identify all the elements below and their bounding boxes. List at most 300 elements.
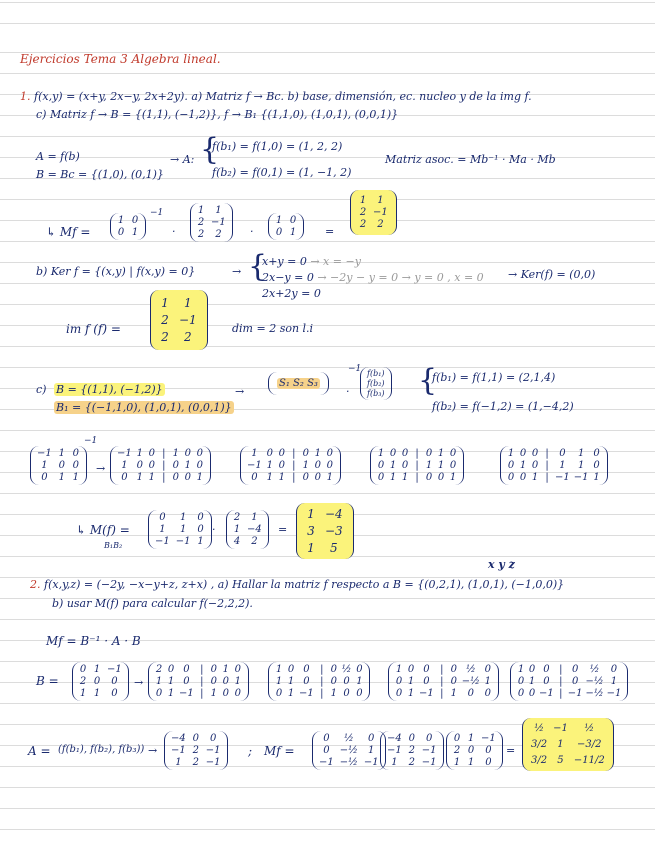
matrix-cell: 0 bbox=[275, 688, 283, 699]
gauss-ex1-4 bbox=[500, 446, 608, 485]
cell: 1 bbox=[41, 460, 48, 471]
matrix-cell: 1 bbox=[519, 460, 527, 471]
result-matrix-2 bbox=[522, 718, 614, 771]
matrix-cell: 0 bbox=[543, 676, 550, 687]
eq-text: 2x−y = 0 bbox=[262, 271, 314, 284]
cell: 1 bbox=[131, 227, 139, 238]
Mf-subscript: B₁B₂ bbox=[104, 541, 123, 550]
matrix-cell: 0 bbox=[450, 676, 457, 687]
matrix-cell: −1 bbox=[299, 688, 314, 699]
matrix-cell: 0 bbox=[79, 664, 87, 675]
basis-text: B₁ = {(−1,1,0), (1,0,1), (0,0,1)} bbox=[56, 401, 232, 414]
matrix-cell: −1 bbox=[387, 745, 402, 756]
matrix-cell: 0 bbox=[519, 448, 527, 459]
matrix-cell: 1 bbox=[278, 472, 285, 483]
basis-text: B = {(1,1), (−1,2)} bbox=[56, 383, 163, 396]
Mf-label-2: Mf = bbox=[264, 744, 295, 758]
matrix-cell: 0 bbox=[467, 745, 475, 756]
matrix-cell: 1 bbox=[507, 448, 515, 459]
B-definition: B = Bc = {(1,0), (0,1)} bbox=[36, 168, 164, 181]
matrix-cell: 0 bbox=[389, 448, 397, 459]
cell: 1 bbox=[359, 195, 367, 206]
matrix-cell: −1 bbox=[179, 688, 194, 699]
A-mult-matrix bbox=[380, 731, 444, 770]
matrix-cell: ½ bbox=[465, 664, 476, 675]
matrix-cell: 1 bbox=[234, 676, 241, 687]
matrix-cell: 5 bbox=[557, 755, 564, 766]
matrix-cell: 0 bbox=[528, 664, 536, 675]
matrix-cell: 1 bbox=[528, 676, 536, 687]
matrix-cell: 0 bbox=[314, 460, 321, 471]
result-c-matrix bbox=[296, 503, 354, 559]
cell: 2 bbox=[359, 207, 367, 218]
cell: 0 bbox=[289, 215, 297, 226]
matrix-cell: 0 bbox=[330, 664, 337, 675]
matrix-cell: 1 bbox=[453, 757, 461, 768]
dot-1: · bbox=[172, 225, 176, 238]
matrix-cell: 0 bbox=[278, 448, 285, 459]
matrix-cell: 1 bbox=[79, 688, 87, 699]
matrix-cell: 2 bbox=[251, 536, 258, 547]
matrix-cell: 0 bbox=[559, 448, 566, 459]
matrix-cell: | bbox=[440, 688, 444, 699]
matrix-cell: | bbox=[292, 472, 296, 483]
matrix-cell: 0 bbox=[93, 676, 101, 687]
matrix-cell: 1 bbox=[577, 448, 585, 459]
matrix-cell: −1 bbox=[107, 664, 122, 675]
matrix-cell: 1 bbox=[450, 688, 457, 699]
matrix-cell: −1 bbox=[555, 472, 570, 483]
matrix-cell: | bbox=[200, 676, 204, 687]
matrix-cell: 0 bbox=[368, 733, 375, 744]
matrix-cell: | bbox=[415, 448, 419, 459]
matrix-cell: 1 bbox=[610, 676, 618, 687]
matrix-cell: 1 bbox=[251, 512, 258, 523]
matrix-cell: 0 bbox=[234, 688, 241, 699]
matrix-cell: 0 bbox=[356, 664, 363, 675]
matrix-cell: 0 bbox=[302, 472, 309, 483]
matrix-cell: −1 bbox=[421, 757, 437, 768]
matrix-cell: 1 bbox=[167, 688, 175, 699]
matrix-cell: | bbox=[320, 676, 324, 687]
matrix-cell: 3 bbox=[307, 524, 315, 538]
matrix-cell: 1 bbox=[391, 757, 398, 768]
cell: f(b₁) bbox=[367, 369, 385, 378]
matrix-cell: 1 bbox=[136, 472, 143, 483]
inverse-b1-matrix bbox=[148, 510, 212, 549]
matrix-cell: −1 bbox=[606, 688, 622, 699]
matrix-cell: 0 bbox=[377, 460, 385, 471]
dot-c: · bbox=[346, 385, 350, 398]
matrix-cell: | bbox=[440, 676, 444, 687]
matrix-cell: −1 bbox=[363, 757, 379, 768]
matrix-cell: | bbox=[200, 688, 204, 699]
cell: 2 bbox=[215, 229, 222, 240]
matrix-cell: −1 bbox=[481, 733, 496, 744]
matrix-cell: 1 bbox=[559, 460, 566, 471]
matrix-cell: 0 bbox=[519, 472, 527, 483]
gauss-ex1-0 bbox=[30, 446, 87, 485]
matrix-cell: 0 bbox=[571, 664, 579, 675]
gauss-ex2-3 bbox=[388, 662, 499, 701]
matrix-cell: 0 bbox=[303, 664, 310, 675]
matrix-cell: 0 bbox=[517, 676, 525, 687]
system-eq-2 bbox=[262, 271, 484, 284]
matrix-cell: 0 bbox=[196, 460, 203, 471]
matrix-cell: 0 bbox=[425, 472, 433, 483]
matrix-cell: ½ bbox=[584, 723, 595, 734]
matrix-cell: 0 bbox=[251, 472, 258, 483]
cell: 1 bbox=[58, 448, 65, 459]
matrix-cell: −1 bbox=[419, 688, 434, 699]
matrix-cell: −11/2 bbox=[573, 755, 605, 766]
matrix-cell: 2 bbox=[233, 512, 241, 523]
matrix-cell: 1 bbox=[155, 676, 163, 687]
ker-definition: b) Ker f = {(x,y) | f(x,y) = 0} bbox=[36, 265, 196, 278]
matrix-cell: 0 bbox=[196, 448, 203, 459]
matrix-cell: 0 bbox=[148, 460, 155, 471]
matrix-cell: 1 bbox=[266, 460, 273, 471]
inverse-exponent: −1 bbox=[150, 208, 164, 218]
matrix-cell: 0 bbox=[302, 448, 309, 459]
matrix-cell: 0 bbox=[407, 664, 415, 675]
matrix-cell: −1 bbox=[175, 536, 191, 547]
matrix-cell: 0 bbox=[303, 676, 310, 687]
cell: 1 bbox=[197, 205, 205, 216]
matrix-cell: 1 bbox=[275, 664, 283, 675]
matrix-cell: 0 bbox=[395, 676, 403, 687]
equals-2: = bbox=[506, 744, 516, 757]
matrix-cell: 1 bbox=[407, 688, 415, 699]
matrix-cell: 1 bbox=[175, 757, 182, 768]
gauss-inverse-exponent: −1 bbox=[84, 436, 98, 446]
matrix-cell: −1 bbox=[539, 688, 554, 699]
gauss-ex2-1 bbox=[148, 662, 249, 701]
matrix-cell: ½ bbox=[534, 723, 544, 734]
matrix-cell: 1 bbox=[401, 472, 409, 483]
matrix-cell: | bbox=[162, 448, 166, 459]
matrix-cell: −1 bbox=[319, 757, 334, 768]
matrix-cell: | bbox=[415, 460, 419, 471]
matrix-cell: 1 bbox=[377, 448, 385, 459]
gauss-ex2-2 bbox=[268, 662, 370, 701]
s-vector-matrix bbox=[268, 372, 329, 395]
matrix-cell: −1 bbox=[205, 745, 221, 756]
cell: −1 bbox=[179, 313, 197, 327]
matrix-cell: ½ bbox=[341, 664, 352, 675]
matrix-cell: 1 bbox=[437, 448, 445, 459]
matrix-cell: 0 bbox=[449, 460, 457, 471]
matrix-cell: 0 bbox=[326, 460, 333, 471]
matrix-cell: 2 bbox=[408, 745, 415, 756]
matrix-cell: 1 bbox=[307, 541, 315, 555]
B-label-2: B = bbox=[36, 674, 59, 688]
matrix-cell: | bbox=[545, 448, 549, 459]
Mf-formula-2: Mf = B⁻¹ · A · B bbox=[46, 634, 141, 648]
matrix-cell: 1 bbox=[467, 733, 475, 744]
cell: 2 bbox=[161, 313, 169, 327]
matrix-cell: | bbox=[545, 472, 549, 483]
matrix-cell: −1 bbox=[117, 448, 132, 459]
ex2-statement-1 bbox=[30, 578, 564, 591]
matrix-cell: 0 bbox=[517, 688, 525, 699]
matrix-cell: 0 bbox=[326, 448, 333, 459]
matrix-cell: 1 bbox=[593, 472, 600, 483]
system-eq-1 bbox=[262, 255, 361, 268]
matrix-cell: 0 bbox=[571, 676, 579, 687]
matrix-cell: 0 bbox=[287, 664, 295, 675]
matrix-cell: 1 bbox=[389, 460, 397, 471]
matrix-cell: −1 bbox=[155, 536, 170, 547]
cell: 1 bbox=[117, 215, 125, 226]
matrix-cell: 1 bbox=[307, 507, 315, 521]
matrix-cell: 1 bbox=[179, 524, 187, 535]
matrix-cell: | bbox=[559, 664, 563, 675]
matrix-cell: 0 bbox=[192, 733, 199, 744]
cell: 2 bbox=[161, 330, 169, 344]
matrix-A bbox=[190, 203, 233, 242]
B-matrix-2 bbox=[72, 662, 129, 701]
semicolon: ; bbox=[248, 744, 253, 758]
fb1-line: f(b₁) = f(1,0) = (1, 2, 2) bbox=[212, 140, 343, 153]
matrix-cell: 1 bbox=[577, 460, 585, 471]
matrix-cell: 1 bbox=[172, 448, 179, 459]
matrix-cell: 0 bbox=[210, 676, 217, 687]
matrix-cell: 0 bbox=[111, 688, 118, 699]
matrix-cell: | bbox=[415, 472, 419, 483]
image-matrix bbox=[150, 290, 208, 350]
equals: = bbox=[325, 225, 335, 238]
ex2-statement-text: f(x,y,z) = (−2y, −x−y+z, z+x) , a) Hallar la matriz f respecto a B = {(0,2,1), (1,0,1), (−1,0,0)} bbox=[44, 578, 565, 591]
matrix-cell: 0 bbox=[197, 512, 204, 523]
matrix-cell: ½ bbox=[589, 664, 600, 675]
matrix-cell: 1 bbox=[302, 460, 309, 471]
matrix-cell: 5 bbox=[330, 541, 338, 555]
matrix-cell: 0 bbox=[467, 688, 474, 699]
matrix-cell: −1 bbox=[421, 745, 437, 756]
matrix-cell: 0 bbox=[528, 688, 536, 699]
matrix-cell: 0 bbox=[485, 757, 492, 768]
ex2-statement-2: b) usar M(f) para calcular f(−2,2,2). bbox=[52, 597, 253, 610]
cell: 1 bbox=[161, 296, 169, 310]
matrix-cell: 0 bbox=[314, 472, 321, 483]
matrix-cell: 1 bbox=[467, 757, 475, 768]
matrix-cell: 1 bbox=[326, 472, 333, 483]
cell: f(b₃) bbox=[367, 389, 385, 398]
dimension-note: dim = 2 son l.i bbox=[232, 322, 314, 335]
matrix-cell: 0 bbox=[197, 524, 204, 535]
matrix-cell: 0 bbox=[453, 733, 461, 744]
matrix-cell: 0 bbox=[183, 664, 190, 675]
equals-m: = bbox=[278, 523, 288, 536]
matrix-cell: 1 bbox=[266, 472, 273, 483]
cell: 2 bbox=[184, 330, 192, 344]
matrix-cell: 2 bbox=[453, 745, 461, 756]
gauss-ex1-1 bbox=[110, 446, 211, 485]
matrix-cell: −1 bbox=[247, 460, 262, 471]
matrix-cell: 0 bbox=[209, 733, 217, 744]
page-title: Ejercicios Tema 3 Algebra lineal. bbox=[20, 52, 221, 66]
matrix-cell: 0 bbox=[593, 448, 600, 459]
ex1-statement-1 bbox=[20, 90, 532, 103]
matrix-cell: 0 bbox=[531, 460, 539, 471]
matrix-cell: 0 bbox=[278, 460, 285, 471]
fb-columns-matrix bbox=[226, 510, 269, 549]
cell: S₁ S₂ S₃ bbox=[279, 378, 318, 389]
matrix-cell: | bbox=[440, 664, 444, 675]
matrix-cell: 1 bbox=[356, 676, 363, 687]
ex2-number: 2. bbox=[30, 578, 41, 591]
arrow-ker: → bbox=[232, 265, 242, 278]
matrix-cell: | bbox=[162, 472, 166, 483]
B-new-basis bbox=[54, 383, 165, 396]
arrow-c: → bbox=[235, 385, 245, 398]
matrix-cell: 2 bbox=[155, 664, 163, 675]
matrix-cell: −4 bbox=[171, 733, 186, 744]
matrix-cell: 0 bbox=[330, 676, 337, 687]
gauss-ex1-2 bbox=[240, 446, 341, 485]
matrix-cell: 0 bbox=[136, 460, 143, 471]
eq-side-note: → −2y − y = 0 → y = 0 , x = 0 bbox=[317, 271, 484, 284]
cell: 1 bbox=[215, 205, 222, 216]
matrix-cell: −1 bbox=[567, 688, 583, 699]
matrix-cell: 0 bbox=[485, 745, 492, 756]
matrix-cell: 0 bbox=[323, 745, 330, 756]
matrix-cell: −1 bbox=[205, 757, 221, 768]
matrix-cell: 1 bbox=[136, 448, 143, 459]
matrix-cell: 0 bbox=[343, 688, 350, 699]
arrow-A: → A: bbox=[170, 153, 195, 166]
B-inverse-matrix bbox=[312, 731, 386, 770]
matrix-cell: 1 bbox=[179, 512, 187, 523]
matrix-cell: 1 bbox=[210, 688, 217, 699]
matrix-cell: 0 bbox=[155, 688, 163, 699]
cell: 0 bbox=[275, 227, 283, 238]
gauss-ex2-4 bbox=[510, 662, 628, 701]
matrix-cell: 1 bbox=[287, 676, 295, 687]
matrix-cell: −4 bbox=[247, 524, 262, 535]
Mf-label: ↳ Mf = bbox=[46, 225, 91, 239]
matrix-cell: 1 bbox=[330, 688, 337, 699]
Mf-b1b2-label: ↳ M(f) = bbox=[76, 523, 130, 537]
matrix-cell: 1 bbox=[197, 536, 204, 547]
cell: 0 bbox=[58, 460, 65, 471]
matrix-cell: 1 bbox=[287, 688, 295, 699]
matrix-cell: 0 bbox=[356, 688, 363, 699]
matrix-cell: 0 bbox=[507, 472, 515, 483]
cell: 1 bbox=[275, 215, 283, 226]
matrix-cell: 0 bbox=[425, 733, 433, 744]
A-label-2: A = bbox=[28, 744, 51, 758]
matrix-cell: | bbox=[292, 448, 296, 459]
matrix-cell: 0 bbox=[484, 664, 492, 675]
ex1-statement-text: f(x,y) = (x+y, 2x−y, 2x+2y). a) Matriz f → Bc. b) base, dimensión, ec. nucleo y de la img f. bbox=[34, 90, 532, 103]
matrix-cell: 1 bbox=[368, 745, 375, 756]
inverse-exponent-c: −1 bbox=[348, 364, 362, 374]
cell: 2 bbox=[359, 219, 367, 230]
cell: 2 bbox=[197, 217, 205, 228]
matrix-cell: 0 bbox=[484, 688, 492, 699]
matrix-cell: 0 bbox=[266, 448, 273, 459]
matrix-cell: 0 bbox=[395, 688, 403, 699]
cell: −1 bbox=[211, 217, 226, 228]
matrix-cell: 0 bbox=[159, 512, 166, 523]
matrix-cell: 0 bbox=[423, 664, 430, 675]
matrix-cell: 2 bbox=[79, 676, 87, 687]
matrix-cell: −3 bbox=[325, 524, 343, 538]
xyz-annotation: x y z bbox=[488, 558, 515, 571]
matrix-cell: 1 bbox=[449, 472, 457, 483]
A-matrix-2 bbox=[164, 731, 228, 770]
B-mult-matrix bbox=[446, 731, 503, 770]
matrix-cell: 1 bbox=[159, 524, 166, 535]
matrix-cell: 0 bbox=[222, 676, 229, 687]
matrix-cell: 0 bbox=[531, 448, 539, 459]
dot-m: · bbox=[212, 523, 216, 536]
cell: −1 bbox=[373, 207, 388, 218]
cell: 0 bbox=[117, 227, 125, 238]
matrix-cell: 1 bbox=[407, 676, 415, 687]
cell: 1 bbox=[184, 296, 192, 310]
matrix-cell: 1 bbox=[251, 448, 258, 459]
matrix-cell: | bbox=[320, 688, 324, 699]
eq-side-note: → x = −y bbox=[310, 255, 361, 268]
cell: 2 bbox=[377, 219, 384, 230]
matrix-cell: 1 bbox=[557, 739, 564, 750]
result-Mf bbox=[350, 190, 397, 235]
matrix-cell: 1 bbox=[184, 460, 191, 471]
image-label: im f (f) = bbox=[66, 322, 121, 336]
matrix-cell: 1 bbox=[395, 664, 403, 675]
gauss-ex1-3 bbox=[370, 446, 464, 485]
matrix-cell: 1 bbox=[484, 676, 492, 687]
arrow-g1: → bbox=[96, 462, 106, 475]
matrix-cell: 0 bbox=[449, 448, 457, 459]
cell: 1 bbox=[377, 195, 384, 206]
cell: 1 bbox=[289, 227, 297, 238]
matrix-cell: | bbox=[320, 664, 324, 675]
matrix-cell: 0 bbox=[323, 733, 330, 744]
cell: 1 bbox=[72, 472, 79, 483]
assoc-matrix-formula: Matriz asoc. = Mb⁻¹ · Ma · Mb bbox=[385, 153, 556, 166]
matrix-cell: 0 bbox=[210, 664, 217, 675]
matrix-cell: −½ bbox=[339, 757, 358, 768]
matrix-cell: 1 bbox=[93, 664, 101, 675]
arrow-g2: → bbox=[134, 676, 144, 689]
matrix-cell: 1 bbox=[167, 676, 175, 687]
matrix-cell: | bbox=[545, 460, 549, 471]
cell: 0 bbox=[41, 472, 48, 483]
matrix-cell: −3/2 bbox=[577, 739, 602, 750]
matrix-cell: 2 bbox=[408, 757, 415, 768]
matrix-cell: | bbox=[292, 460, 296, 471]
matrix-cell: 0 bbox=[450, 664, 457, 675]
matrix-cell: 0 bbox=[183, 676, 190, 687]
brace-c-icon: { bbox=[418, 363, 438, 398]
matrix-cell: 0 bbox=[507, 460, 515, 471]
fb2-c: f(b₂) = f(−1,2) = (1,−4,2) bbox=[432, 400, 574, 413]
cell: 0 bbox=[72, 448, 79, 459]
matrix-cell: 1 bbox=[425, 460, 433, 471]
matrix-cell: −1 bbox=[573, 472, 589, 483]
ker-result: → Ker(f) = (0,0) bbox=[508, 268, 596, 281]
matrix-cell: −½ bbox=[585, 688, 604, 699]
matrix-cell: 0 bbox=[343, 676, 350, 687]
system-eq-3: 2x+2y = 0 bbox=[262, 287, 321, 300]
matrix-cell: 0 bbox=[401, 448, 409, 459]
matrix-cell: −4 bbox=[387, 733, 402, 744]
A-definition: A = f(b) bbox=[36, 150, 80, 163]
